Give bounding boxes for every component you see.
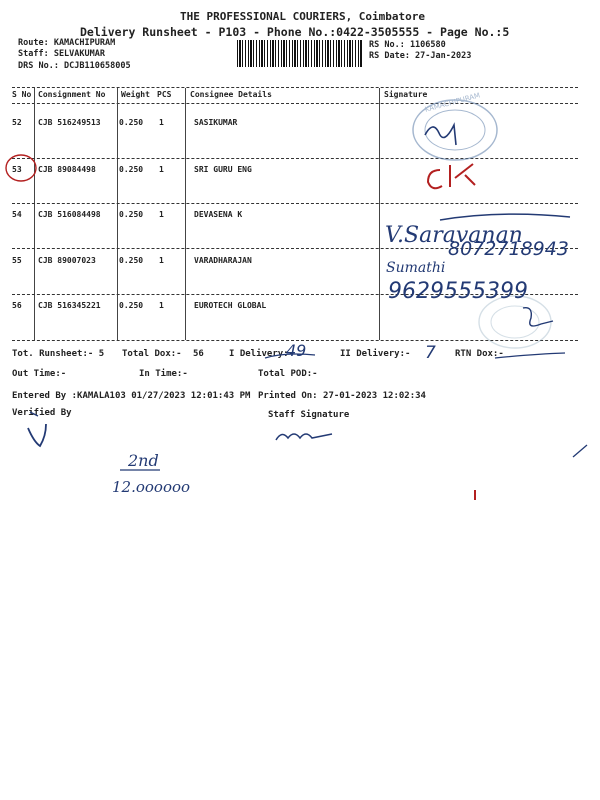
row-weight: 0.250	[119, 118, 144, 127]
out-time-label: Out Time:-	[12, 369, 67, 379]
handwritten-note-1: 2nd	[128, 451, 159, 470]
handwritten-note-2: 12.oooooo	[112, 478, 191, 496]
phone-handwritten-1: 8072718943	[448, 238, 569, 260]
signature-row-53	[428, 164, 475, 188]
row-consignee: EUROTECH GLOBAL	[194, 301, 267, 310]
total-pod-label: Total POD:-	[258, 369, 318, 379]
drs-number: DRS No.: DCJB110658005	[18, 61, 131, 71]
row-sno: 53	[12, 165, 22, 174]
signature-underline	[440, 214, 570, 220]
verified-by-label: Verified By	[12, 408, 72, 418]
company-title: THE PROFESSIONAL COURIERS, Coimbatore	[180, 10, 426, 23]
row-pcs: 1	[159, 256, 164, 265]
col-consignment: Consignment No	[38, 90, 106, 99]
total-dox-value: 56	[193, 349, 204, 359]
row-weight: 0.250	[119, 210, 144, 219]
rtn-dox-line	[495, 353, 565, 358]
row-consignment: CJB 89084498	[38, 165, 96, 174]
printed-on: Printed On: 27-01-2023 12:02:34	[258, 391, 426, 401]
rtn-dox-label: RTN Dox:-	[455, 349, 504, 359]
row-consignee: DEVASENA K	[194, 210, 243, 219]
row-consignment: CJB 89007023	[38, 256, 96, 265]
row-pcs: 1	[159, 210, 164, 219]
row-sno: 52	[12, 118, 22, 127]
ii-delivery-label: II Delivery:-	[340, 349, 411, 359]
col-signature: Signature	[384, 90, 428, 99]
row-pcs: 1	[159, 165, 164, 174]
row-pcs: 1	[159, 118, 164, 127]
i-delivery-value: 49	[286, 341, 307, 360]
row-consignee: VARADHARAJAN	[194, 256, 252, 265]
row-weight: 0.250	[119, 301, 144, 310]
row-weight: 0.250	[119, 256, 144, 265]
col-sno: S No	[12, 90, 32, 99]
col-pcs: PCS	[157, 90, 172, 99]
in-time-label: In Time:-	[139, 369, 188, 379]
verified-signature	[28, 424, 46, 446]
stamp-text: KAMACHIPURAM	[423, 91, 482, 114]
total-dox-label: Total Dox:-	[122, 349, 182, 359]
row-sno: 54	[12, 210, 22, 219]
stray-mark	[573, 445, 587, 457]
runsheet-title: Delivery Runsheet - P103 - Phone No.:0422-3505555 - Page No.:5	[80, 25, 510, 39]
rs-number: RS No.: 1106580	[369, 40, 446, 50]
row-consignee: SRI GURU ENG	[194, 165, 252, 174]
row-consignment: CJB 516249513	[38, 118, 101, 127]
staff-signature-ink	[276, 434, 332, 440]
signature-row-55: Sumathi	[386, 260, 446, 276]
rs-date: RS Date: 27-Jan-2023	[369, 51, 472, 61]
row-consignment: CJB 516084498	[38, 210, 101, 219]
ii-delivery-value: 7	[425, 343, 436, 363]
col-weight: Weight	[121, 90, 150, 99]
staff-label: Staff: SELVAKUMAR	[18, 49, 105, 59]
route-label: Route: KAMACHIPURAM	[18, 38, 116, 48]
red-circle-mark	[6, 155, 36, 181]
signature-row-52	[425, 125, 456, 145]
staff-signature-label: Staff Signature	[268, 410, 350, 420]
row-consignee: SASIKUMAR	[194, 118, 238, 127]
delivery-stamp	[413, 91, 497, 160]
entered-by: Entered By :KAMALA103 01/27/2023 12:01:43 PM	[12, 391, 251, 401]
row-consignment: CJB 516345221	[38, 301, 101, 310]
verified-tick	[30, 412, 38, 416]
signature-row-54: V.Saravanan	[385, 223, 523, 248]
row-pcs: 1	[159, 301, 164, 310]
row-sno: 56	[12, 301, 22, 310]
row-sno: 55	[12, 256, 22, 265]
total-runsheet: Tot. Runsheet:- 5	[12, 349, 105, 359]
i-delivery-label: I Delivery:-	[229, 349, 295, 359]
row-weight: 0.250	[119, 165, 144, 174]
phone-handwritten-2: 9629555399	[388, 279, 528, 304]
col-consignee: Consignee Details	[190, 90, 272, 99]
